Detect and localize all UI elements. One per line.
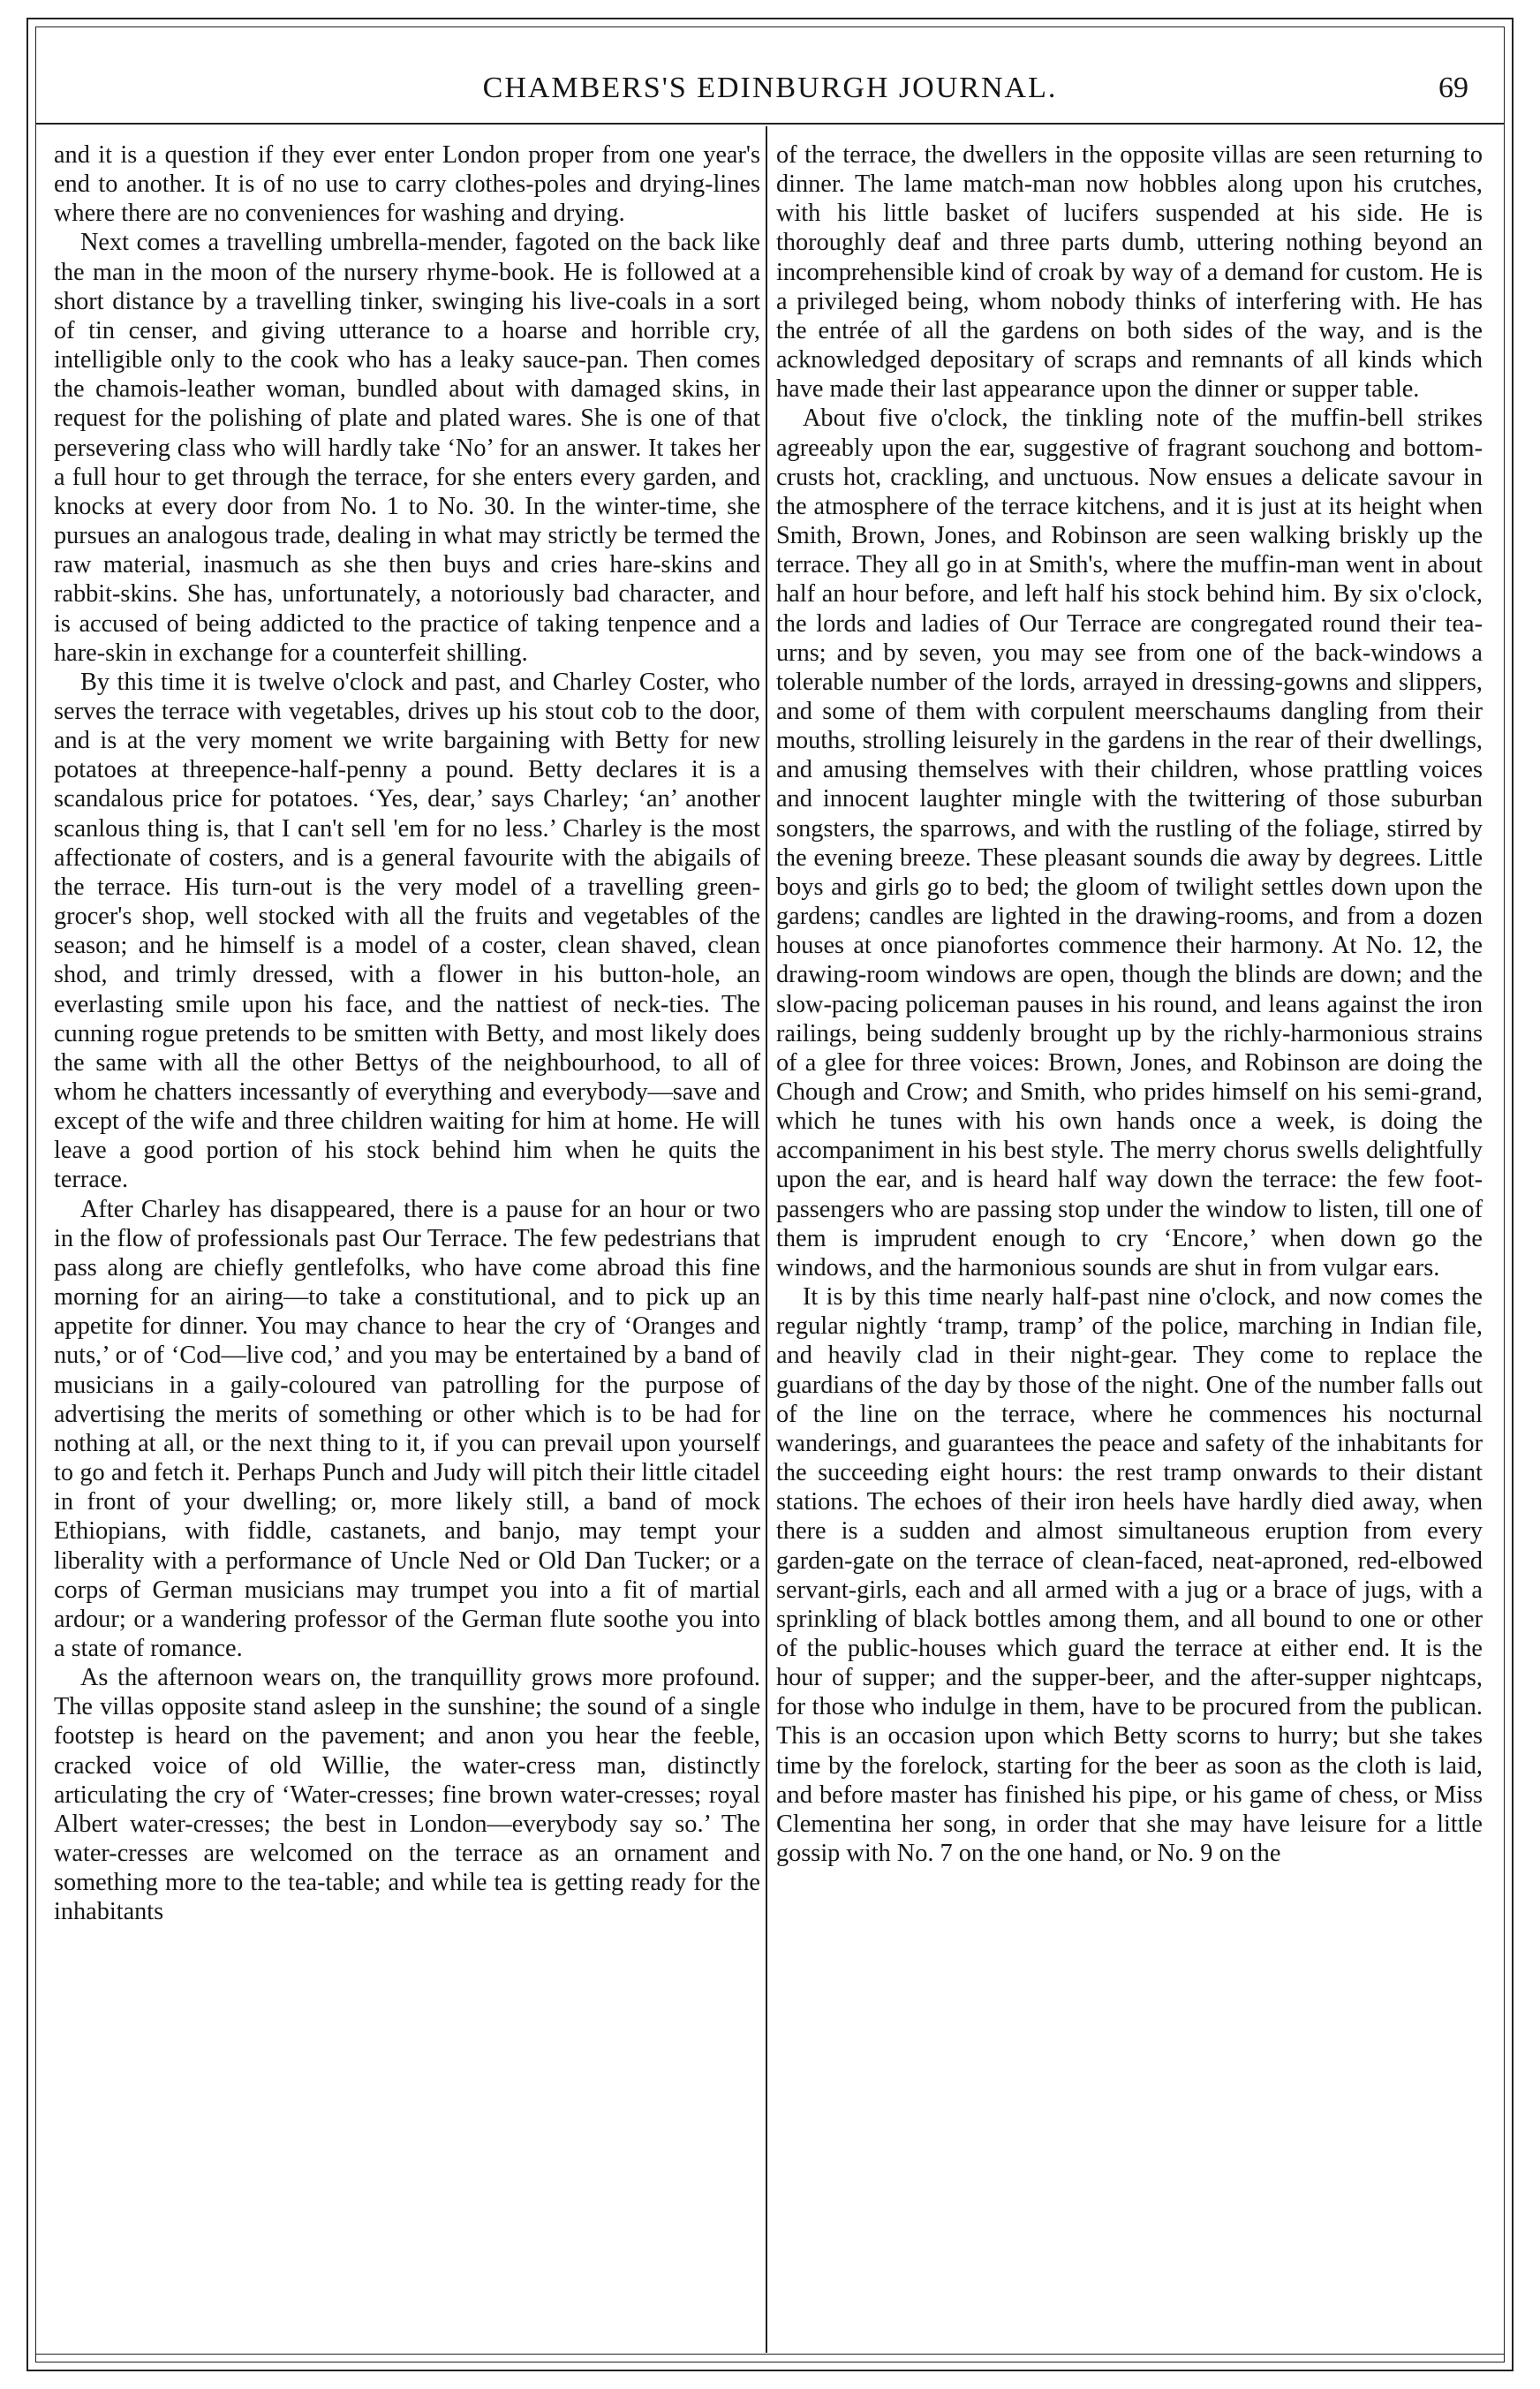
left-column bbox=[54, 140, 760, 1927]
paragraph: By this time it is twelve o'clock and past, and Charley Coster, who serves the terrace with vegetables, drives up his stout cob to the door, and is at the very moment we write bargaining with Betty for new potatoes at threepence-half-penny a pound. Betty declares it is a scandalous price for potatoes. ‘Yes, dear,’ says Charley; ‘an’ another scanlous thing is, that I can't sell 'em for no less.’ Charley is the most affectionate of costers, and is a general favourite with the abigails of the terrace. His turn-out is the very model of a travelling green-grocer's shop, well stocked with all the fruits and vegetables of the season; and he himself is a model of a coster, clean shaved, clean shod, and trimly dressed, with a flower in his button-hole, an everlasting smile upon his face, and the nattiest of neck-ties. The cunning rogue pretends to be smitten with Betty, and most likely does the same with all the other Bettys of the neighbourhood, to all of whom he chatters incessantly of everything and everybody—save and except of the wife and three children waiting for him at home. He will leave a good portion of his stock behind him when he quits the terrace. bbox=[54, 668, 760, 1194]
running-header bbox=[36, 27, 1504, 125]
page-number: 69 bbox=[1438, 72, 1468, 104]
paragraph: of the terrace, the dwellers in the opposite villas are seen returning to dinner. The lame match-man now hobbles along upon his crutches, with his little basket of lucifers suspended at his side. He is thoroughly deaf and three parts dumb, uttering nothing beyond an incomprehensible kind of croak by way of a demand for custom. He is a privileged being, whom nobody thinks of interfering with. He has the entrée of all the gardens on both sides of the way, and is the acknowledged depositary of scraps and remnants of all kinds which have made their last appearance upon the dinner or supper table. bbox=[776, 141, 1483, 404]
journal-title: CHAMBERS'S EDINBURGH JOURNAL. bbox=[482, 72, 1058, 104]
paragraph: It is by this time nearly half-past nine o'clock, and now comes the regular nightly ‘tramp, tramp’ of the police, marching in Indian file, and heavily clad in their night-gear. They come to replace the guardians of the day by those of the night. One of the number falls out of the line on the terrace, where he commences his nocturnal wanderings, and guarantees the peace and safety of the inhabitants for the succeeding eight hours: the rest tramp onwards to their distant stations. The echoes of their iron heels have hardly died away, when there is a sudden and almost simultaneous eruption from every garden-gate on the terrace of clean-faced, neat-aproned, red-elbowed servant-girls, each and all armed with a jug or a brace of jugs, with a sprinkling of black bottles among them, and all bound to one or other of the public-houses which guard the terrace at either end. It is the hour of supper; and the supper-beer, and the after-supper nightcaps, for those who indulge in them, have to be procured from the publican. This is an occasion upon which Betty scorns to hurry; but she takes time by the forelock, starting for the beer as soon as the cloth is laid, and before master has finished his pipe, or his game of chess, or Miss Clementina her song, in order that she may have leisure for a little gossip with No. 7 on the one hand, or No. 9 on the bbox=[776, 1283, 1483, 1868]
paragraph: After Charley has disappeared, there is a pause for an hour or two in the flow of professionals past Our Terrace. The few pedestrians that pass along are chiefly gentlefolks, who have come abroad this fine morning for an airing—to take a constitutional, and to pick up an appetite for dinner. You may chance to hear the cry of ‘Oranges and nuts,’ or of ‘Cod—live cod,’ and you may be entertained by a band of musicians in a gaily-coloured van patrolling for the purpose of advertising the merits of something or other which is to be had for nothing at all, or the next thing to it, if you can prevail upon yourself to go and fetch it. Perhaps Punch and Judy will pitch their little citadel in front of your dwelling; or, more likely still, a band of mock Ethiopians, with fiddle, castanets, and banjo, may tempt your liberality with a performance of Uncle Ned or Old Dan Tucker; or a corps of German musicians may trumpet you into a fit of martial ardour; or a wandering professor of the German flute soothe you into a state of romance. bbox=[54, 1195, 760, 1662]
bottom-rule bbox=[36, 2354, 1504, 2362]
paragraph: As the afternoon wears on, the tranquillity grows more profound. The villas opposite stand asleep in the sunshine; the sound of a single footstep is heard on the pavement; and anon you hear the feeble, cracked voice of old Willie, the water-cress man, distinctly articulating the cry of ‘Water-cresses; fine brown water-cresses; royal Albert water-cresses; the best in London—everybody say so.’ The water-cresses are welcomed on the terrace as an ornament and something more to the tea-table; and while tea is getting ready for the inhabitants bbox=[54, 1664, 760, 1926]
right-column bbox=[776, 140, 1483, 1868]
page-frame bbox=[35, 26, 1505, 2363]
column-divider bbox=[766, 126, 767, 2353]
paragraph: and it is a question if they ever enter London proper from one year's end to another. It is of no use to carry clothes-poles and drying-lines where there are no conveniences for washing and drying. bbox=[54, 141, 760, 228]
journal-page bbox=[26, 18, 1514, 2371]
paragraph: About five o'clock, the tinkling note of the muffin-bell strikes agreeably upon the ear, suggestive of fragrant souchong and bottom-crusts hot, crackling, and unctuous. Now ensues a delicate savour in the atmosphere of the terrace kitchens, and it is just at its height when Smith, Brown, Jones, and Robinson are seen walking briskly up the terrace. They all go in at Smith's, where the muffin-man went in about half an hour before, and left half his stock behind him. By six o'clock, the lords and ladies of Our Terrace are congregated round their tea-urns; and by seven, you may see from one of the back-windows a tolerable number of the lords, arrayed in dressing-gowns and slippers, and some of them with corpulent meerschaums dangling from their mouths, strolling leisurely in the gardens in the rear of their dwellings, and amusing themselves with their children, whose prattling voices and innocent laughter mingle with the twittering of those suburban songsters, the sparrows, and with the rustling of the foliage, stirred by the evening breeze. These pleasant sounds die away by degrees. Little boys and girls go to bed; the gloom of twilight settles down upon the gardens; candles are lighted in the drawing-rooms, and from a dozen houses at once pianofortes commence their harmony. At No. 12, the drawing-room windows are open, though the blinds are down; and the slow-pacing policeman pauses in his round, and leans against the iron railings, being suddenly brought up by the richly-harmonious strains of a glee for three voices: Brown, Jones, and Robinson are doing the Chough and Crow; and Smith, who prides himself on his semi-grand, which he tunes with his own hands once a week, is doing the accompaniment in his best style. The merry chorus swells delightfully upon the ear, and is heard half way down the terrace: the few foot-passengers who are passing stop under the window to listen, till one of them is imprudent enough to cry ‘Encore,’ when down go the windows, and the harmonious sounds are shut in from vulgar ears. bbox=[776, 404, 1483, 1281]
paragraph: Next comes a travelling umbrella-mender, fagoted on the back like the man in the moon of the nursery rhyme-book. He is followed at a short distance by a travelling tinker, swinging his live-coals in a sort of tin censer, and giving utterance to a hoarse and horrible cry, intelligible only to the cook who has a leaky sauce-pan. Then comes the chamois-leather woman, bundled about with damaged skins, in request for the polishing of plate and plated wares. She is one of that persevering class who will hardly take ‘No’ for an answer. It takes her a full hour to get through the terrace, for she enters every garden, and knocks at every door from No. 1 to No. 30. In the winter-time, she pursues an analogous trade, dealing in what may strictly be termed the raw material, inasmuch as she then buys and cries hare-skins and rabbit-skins. She has, unfortunately, a notoriously bad character, and is accused of being addicted to the practice of taking tenpence and a hare-skin in exchange for a counterfeit shilling. bbox=[54, 229, 760, 667]
